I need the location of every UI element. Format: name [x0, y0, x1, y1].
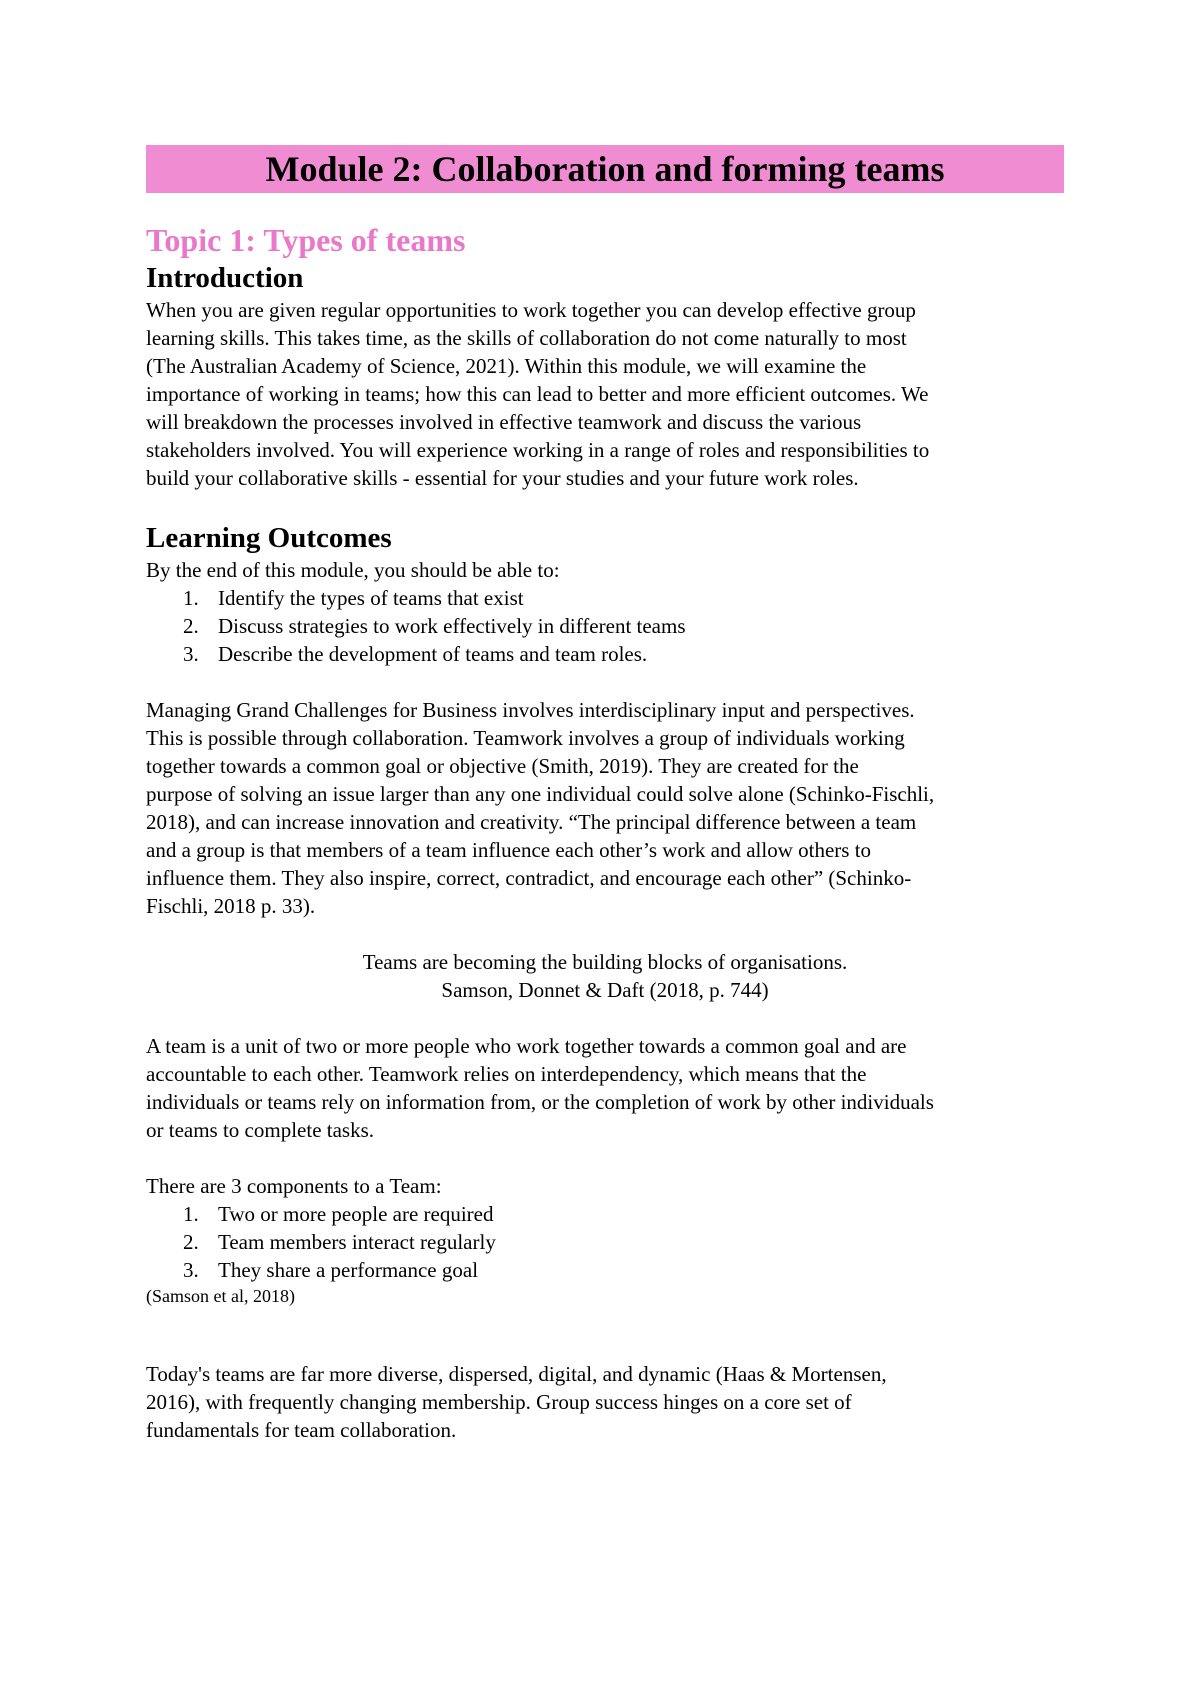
text-line: Managing Grand Challenges for Business involves interdisciplinary input and perspectives. [146, 698, 915, 722]
text-line: importance of working in teams; how this can lead to better and more efficient outcomes. We [146, 382, 929, 406]
text-line: When you are given regular opportunities to work together you can develop effective group [146, 298, 916, 322]
text-line: Today's teams are far more diverse, dispersed, digital, and dynamic (Haas & Mortensen, [146, 1362, 887, 1386]
list-item: 1. Two or more people are required [183, 1202, 494, 1226]
introduction-paragraph [146, 296, 1064, 492]
topic-title: Topic 1: Types of teams [146, 222, 466, 258]
list-item: 3. Describe the development of teams and team roles. [183, 642, 648, 666]
text-line: purpose of solving an issue larger than any one individual could solve alone (Schinko-Fischli, [146, 782, 935, 806]
grand-challenges-paragraph [146, 696, 1064, 920]
quote-source: Samson, Donnet & Daft (2018, p. 744) [441, 978, 769, 1002]
text-line: individuals or teams rely on information from, or the completion of work by other individuals [146, 1090, 934, 1114]
components-intro: There are 3 components to a Team: [146, 1174, 442, 1198]
text-line: A team is a unit of two or more people who work together towards a common goal and are [146, 1034, 907, 1058]
list-item: 2. Team members interact regularly [183, 1230, 496, 1254]
text-line: fundamentals for team collaboration. [146, 1418, 457, 1442]
text-line: or teams to complete tasks. [146, 1118, 375, 1142]
document-page [146, 145, 1064, 1444]
text-line: 2018), and can increase innovation and creativity. “The principal difference between a team [146, 810, 917, 834]
text-line: accountable to each other. Teamwork relies on interdependency, which means that the [146, 1062, 867, 1086]
list-item: 1. Identify the types of teams that exist [183, 586, 524, 610]
list-item: 2. Discuss strategies to work effectively in different teams [183, 614, 686, 638]
todays-teams-paragraph [146, 1360, 1064, 1444]
list-item: 3. They share a performance goal [183, 1258, 479, 1282]
introduction-heading: Introduction [146, 262, 304, 294]
text-line: Fischli, 2018 p. 33). [146, 894, 316, 918]
text-line: This is possible through collaboration. Teamwork involves a group of individuals working [146, 726, 905, 750]
text-line: learning skills. This takes time, as the skills of collaboration do not come naturally to most [146, 326, 907, 350]
module-title: Module 2: Collaboration and forming teams [265, 149, 945, 189]
quote-text: Teams are becoming the building blocks of organisations. [362, 950, 848, 974]
text-line: influence them. They also inspire, correct, contradict, and encourage each other” (Schinko- [146, 866, 912, 890]
text-line: 2016), with frequently changing membership. Group success hinges on a core set of [146, 1390, 852, 1414]
text-line: stakeholders involved. You will experience working in a range of roles and responsibilities to [146, 438, 930, 462]
text-line: build your collaborative skills - essential for your studies and your future work roles. [146, 466, 859, 490]
learning-outcomes-list [146, 584, 1064, 668]
components-citation: (Samson et al, 2018) [146, 1286, 295, 1306]
components-list [146, 1200, 1064, 1284]
team-definition-paragraph [146, 1032, 1064, 1144]
text-line: will breakdown the processes involved in effective teamwork and discuss the various [146, 410, 862, 434]
text-line: together towards a common goal or objective (Smith, 2019). They are created for the [146, 754, 859, 778]
text-line: (The Australian Academy of Science, 2021). Within this module, we will examine the [146, 354, 867, 378]
learning-outcomes-intro: By the end of this module, you should be able to: [146, 558, 560, 582]
learning-outcomes-heading: Learning Outcomes [146, 522, 392, 554]
block-quote [146, 948, 1064, 1004]
module-title-banner [146, 145, 1064, 193]
text-line: and a group is that members of a team influence each other’s work and allow others to [146, 838, 872, 862]
